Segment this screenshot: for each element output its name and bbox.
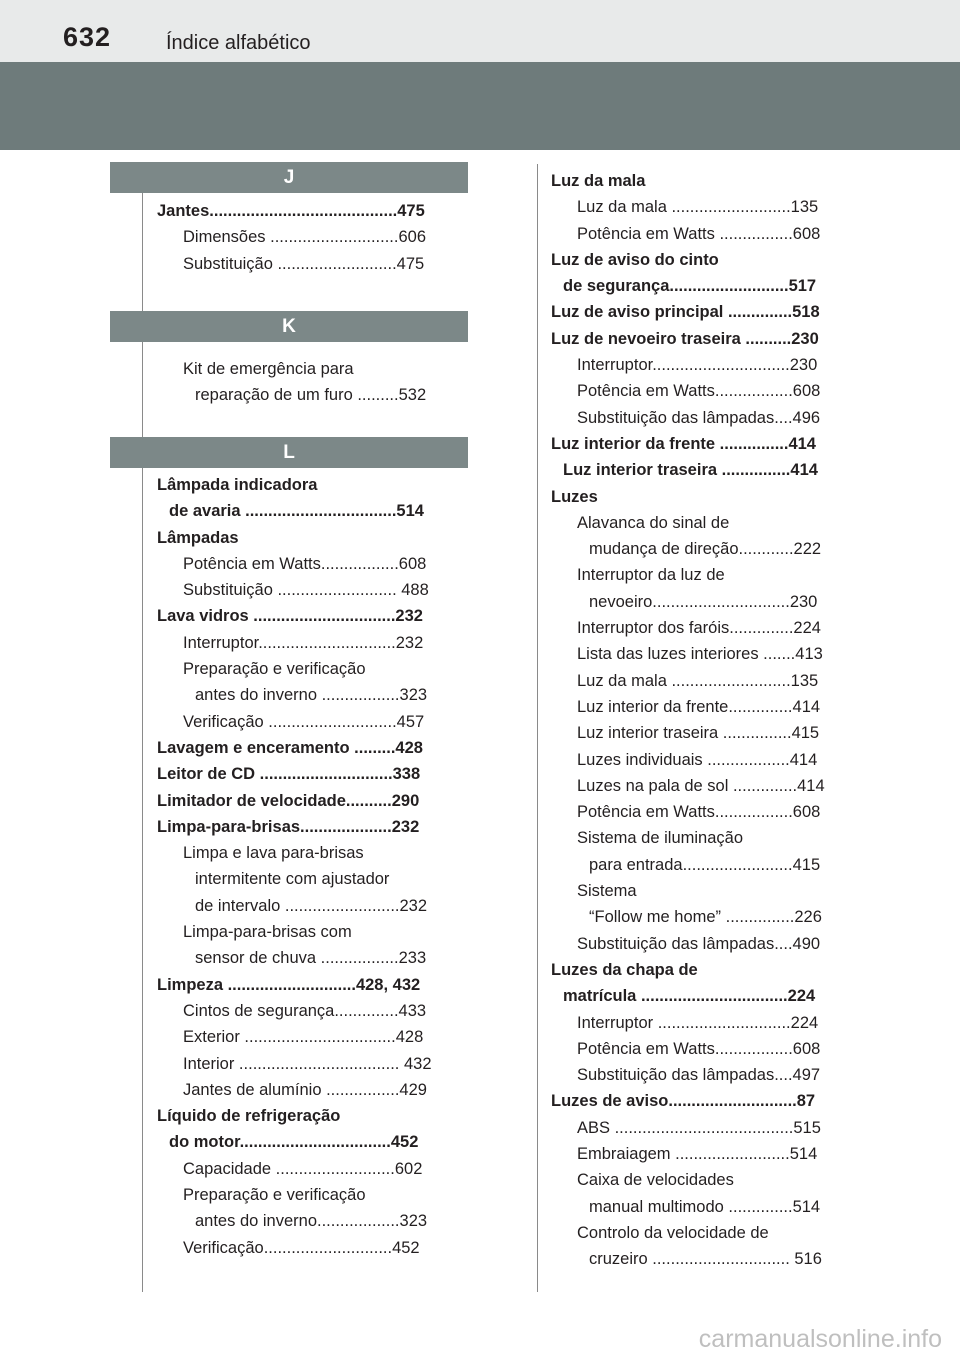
index-entry: Interruptor..............................230 — [577, 356, 818, 375]
index-entry: cruzeiro .............................. 516 — [589, 1250, 822, 1269]
column-rule-middle — [537, 164, 538, 1292]
index-entry: Lista das luzes interiores .......413 — [577, 645, 823, 664]
index-entry: Lâmpadas — [157, 528, 239, 547]
index-entry: Luz interior da frente..............414 — [577, 697, 821, 716]
index-entry: Líquido de refrigeração — [157, 1107, 341, 1126]
index-entry: Potência em Watts.................608 — [183, 554, 427, 573]
index-entry: Luz de aviso do cinto — [551, 250, 719, 269]
index-entry: Luz interior traseira ...............414 — [563, 461, 818, 480]
index-entry: Sistema de iluminação — [577, 829, 743, 848]
index-entry: Capacidade ..........................602 — [183, 1159, 423, 1178]
index-entry: matrícula ................................224 — [563, 987, 816, 1006]
index-entry: intermitente com ajustador — [195, 870, 390, 889]
index-entry: Interruptor da luz de — [577, 566, 725, 585]
index-entry: Preparação e verificação — [183, 1186, 366, 1205]
index-entry: ABS .......................................515 — [577, 1118, 821, 1137]
page-header-bar — [0, 0, 960, 62]
index-column-k — [157, 356, 467, 409]
index-entry: do motor.................................452 — [169, 1133, 419, 1152]
index-entry: “Follow me home” ...............226 — [589, 908, 822, 927]
index-entry: Embraiagem .........................514 — [577, 1144, 818, 1163]
index-entry: Luzes de aviso............................87 — [551, 1092, 816, 1111]
index-entry: Lâmpada indicadora — [157, 476, 318, 494]
letter-heading-j: J — [110, 162, 468, 193]
header-band — [0, 62, 960, 150]
section-title: Índice alfabético — [166, 32, 311, 54]
index-entry: Limpeza ............................428, 432 — [157, 975, 421, 994]
page-number: 632 — [63, 22, 112, 52]
index-entry: Interior ................................... 432 — [183, 1054, 432, 1073]
index-entry: Jantes.........................................475 — [157, 202, 425, 220]
index-entry: Controlo da velocidade de — [577, 1223, 769, 1242]
index-entry: Luz da mala ..........................135 — [577, 198, 819, 217]
index-entry: Jantes de alumínio ................429 — [183, 1080, 427, 1099]
index-column-j — [157, 198, 467, 277]
index-entry: Caixa de velocidades — [577, 1171, 734, 1190]
index-entry: Lavagem e enceramento .........428 — [157, 738, 423, 757]
index-entry: Cintos de segurança..............433 — [183, 1001, 427, 1020]
index-entry: Exterior .................................428 — [183, 1028, 424, 1047]
index-entry: Substituição das lâmpadas....496 — [577, 408, 821, 427]
index-entry: Substituição ..........................475 — [183, 254, 425, 273]
index-entry: para entrada........................415 — [589, 855, 821, 874]
index-entry: de segurança..........................517 — [563, 277, 817, 296]
index-entry: reparação de um furo .........532 — [195, 386, 427, 405]
index-entry: Potência em Watts.................608 — [577, 803, 821, 822]
index-entry: nevoeiro..............................230 — [589, 592, 818, 611]
index-column-right — [551, 168, 861, 1272]
index-entry: Luz da mala ..........................135 — [577, 671, 819, 690]
letter-heading-l: L — [110, 437, 468, 468]
index-entry: Luz de aviso principal ..............518 — [551, 303, 820, 322]
index-entry: Leitor de CD .............................338 — [157, 765, 421, 784]
index-entry: Luzes — [551, 487, 598, 506]
index-entry: mudança de direção............222 — [589, 540, 822, 559]
watermark: carmanualsonline.info — [698, 1325, 942, 1353]
index-column-l — [157, 472, 467, 1261]
index-entry: Verificação............................452 — [183, 1238, 420, 1257]
index-entry: Verificação ............................457 — [183, 712, 425, 731]
index-entry: Potência em Watts.................608 — [577, 1039, 821, 1058]
index-entry: Limpa e lava para-brisas — [183, 844, 364, 863]
index-entry: Luzes na pala de sol ..............414 — [577, 776, 825, 795]
index-entry: antes do inverno..................323 — [195, 1212, 428, 1231]
index-entry: Potência em Watts.................608 — [577, 382, 821, 401]
index-entry: Sistema — [577, 882, 637, 901]
index-entry: Luzes individuais ..................414 — [577, 750, 818, 769]
index-entry: de avaria .................................514 — [169, 502, 424, 521]
index-entry: Luz interior traseira ...............415 — [577, 724, 820, 743]
index-entry: Kit de emergência para — [183, 360, 354, 378]
index-entry: Limpa-para-brisas....................232 — [157, 817, 420, 836]
index-entry: Luz de nevoeiro traseira ..........230 — [551, 329, 819, 348]
index-entry: de intervalo .........................232 — [195, 896, 428, 915]
index-entry: Preparação e verificação — [183, 660, 366, 679]
index-entry: Substituição das lâmpadas....497 — [577, 1066, 821, 1085]
index-entry: Limitador de velocidade..........290 — [157, 791, 420, 810]
index-entry: manual multimodo ..............514 — [589, 1197, 821, 1216]
index-entry: Luz interior da frente ...............414 — [551, 434, 816, 453]
index-entry: Interruptor..............................232 — [183, 633, 424, 652]
index-entry: Substituição das lâmpadas....490 — [577, 934, 821, 953]
index-entry: sensor de chuva .................233 — [195, 949, 427, 968]
index-entry: antes do inverno .................323 — [195, 686, 428, 705]
letter-heading-k: K — [110, 311, 468, 342]
index-entry: Interruptor .............................224 — [577, 1013, 819, 1032]
index-entry: Lava vidros ...............................232 — [157, 607, 423, 626]
index-entry: Alavanca do sinal de — [577, 513, 730, 532]
index-entry: Potência em Watts ................608 — [577, 224, 821, 243]
index-entry: Limpa-para-brisas com — [183, 923, 352, 942]
index-entry: Dimensões ............................606 — [183, 228, 427, 247]
index-entry: Interruptor dos faróis..............224 — [577, 619, 821, 638]
index-entry: Luzes da chapa de — [551, 960, 698, 979]
index-entry: Luz da mala — [551, 172, 646, 190]
column-rule-left — [142, 186, 143, 1292]
index-entry: Substituição .......................... 488 — [183, 581, 429, 600]
